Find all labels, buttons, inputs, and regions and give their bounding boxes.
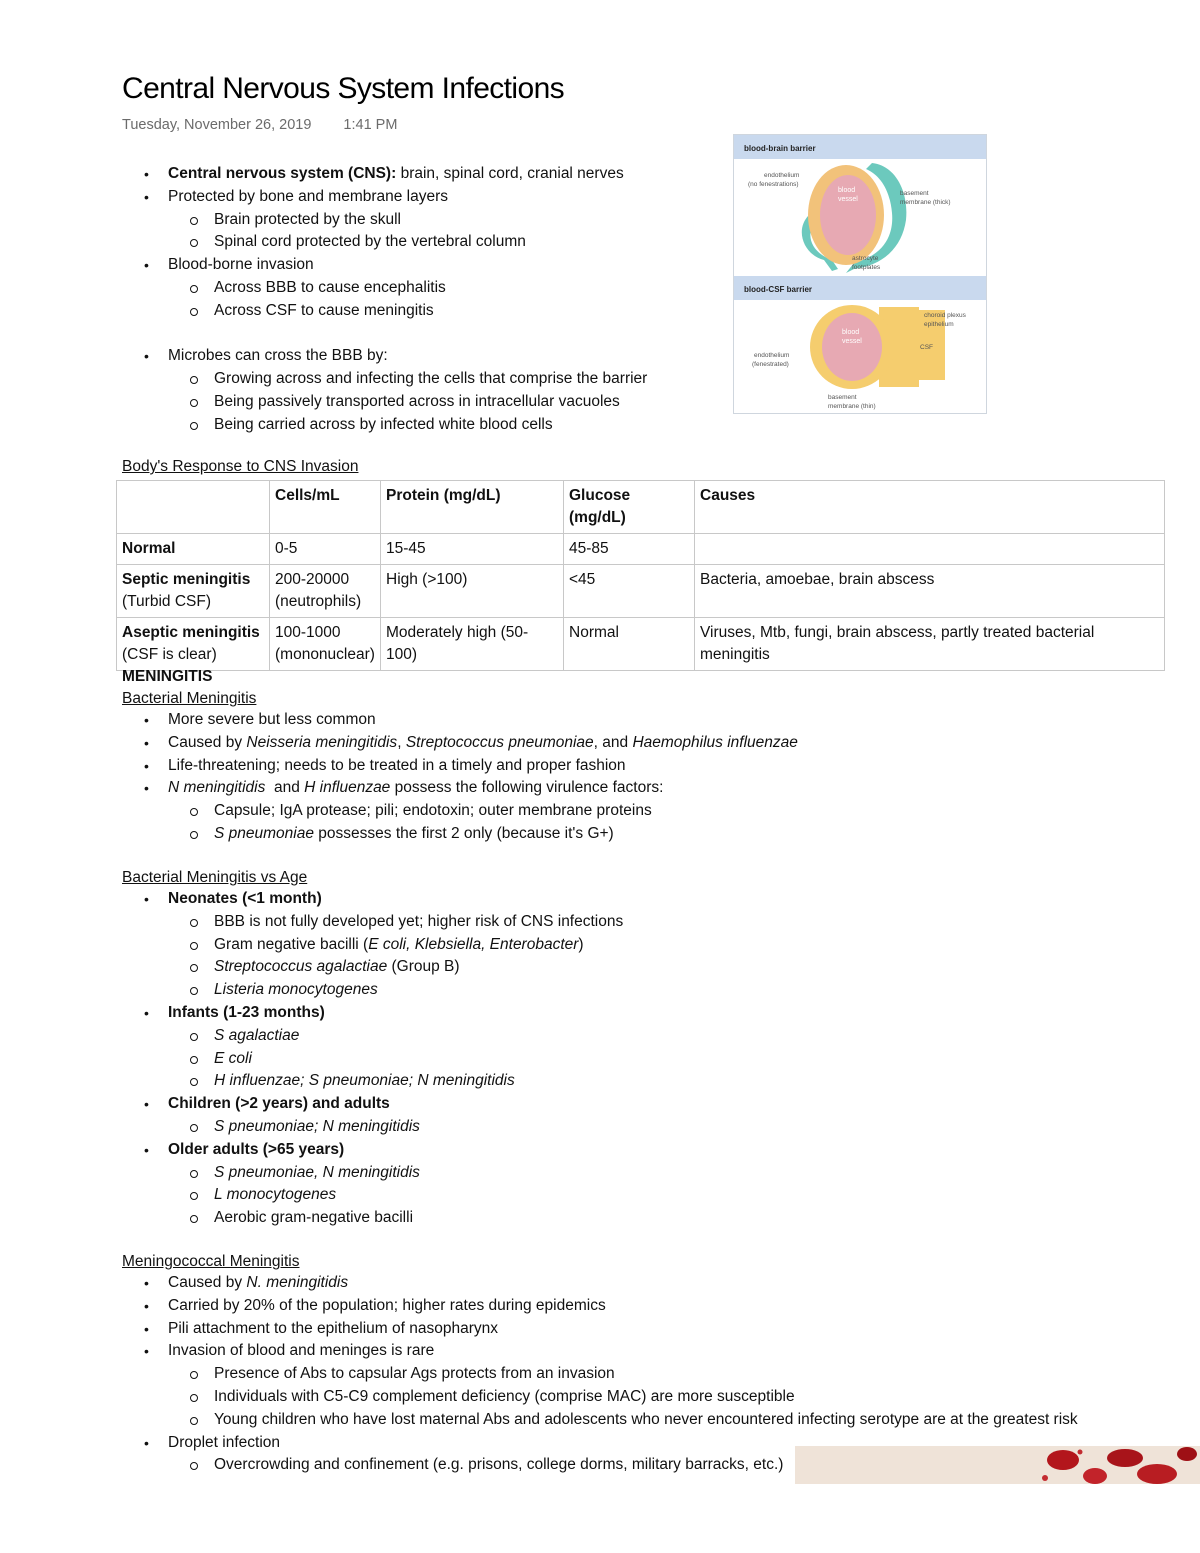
age-group: Children (>2 years) and adults <box>168 1095 390 1113</box>
text-run: ) <box>578 935 584 953</box>
list-item <box>122 888 1022 1002</box>
sub-list-item: BBB is not fully developed yet; higher risk of CNS infections <box>122 911 1022 934</box>
cell-value: (neutrophils) <box>275 593 362 610</box>
basement-label: basement <box>828 394 857 401</box>
table-cell <box>695 534 1165 565</box>
age-section <box>122 888 1022 1230</box>
cell-value: 200-20000 <box>275 571 350 588</box>
sub-list-item: Capsule; IgA protease; pili; endotoxin; outer membrane proteins <box>122 800 1022 823</box>
list-item-text: Droplet infection <box>168 1433 281 1451</box>
list-item <box>122 1002 1022 1093</box>
table-header: Cells/mL <box>270 481 381 534</box>
choroid-label: choroid plexus <box>924 312 966 319</box>
table-header: Glucose (mg/dL) <box>564 481 695 534</box>
text-run: , and <box>593 733 633 751</box>
table-cell: 15-45 <box>381 534 564 565</box>
blood-smear-photo <box>795 1446 1200 1484</box>
sub-list-item: Brain protected by the skull <box>122 209 722 232</box>
list-item-text: Protected by bone and membrane layers <box>168 187 449 205</box>
sub-list-item <box>122 1070 1022 1093</box>
sub-list-item: Growing across and infecting the cells that comprise the barrier <box>122 368 722 391</box>
section-heading: Bacterial Meningitis vs Age <box>122 869 308 886</box>
sub-list-item: Individuals with C5-C9 complement deficiency (comprise MAC) are more susceptible <box>122 1386 1122 1409</box>
list-item <box>122 345 722 436</box>
date-line <box>122 117 397 133</box>
cns-definition: brain, spinal cord, cranial nerves <box>396 165 624 182</box>
age-group: Neonates (<1 month) <box>168 890 322 907</box>
list-item <box>122 1139 1022 1230</box>
sub-list-item <box>122 1162 1022 1185</box>
basement-label: membrane (thick) <box>900 199 951 206</box>
table-header: Protein (mg/dL) <box>381 481 564 534</box>
sub-list-item <box>122 1116 1022 1139</box>
sub-list-item <box>122 1025 1022 1048</box>
csf-label: CSF <box>920 344 933 351</box>
table-row <box>117 534 1165 565</box>
organism-name: S pneumoniae <box>214 824 314 842</box>
sub-list-item: Presence of Abs to capsular Ags protects from an invasion <box>122 1363 1122 1386</box>
sub-list-item: Young children who have lost maternal Abs and adolescents who never encountered infecting serotype are at the greatest risk <box>122 1409 1122 1432</box>
text-run: possesses the first 2 only (because it's G+) <box>313 824 614 842</box>
csf-barrier-title: blood-CSF barrier <box>744 285 813 294</box>
organism-name: Haemophilus influenzae <box>632 733 798 751</box>
sub-list-item: Spinal cord protected by the vertebral column <box>122 231 722 254</box>
list-item <box>122 254 722 322</box>
list-item <box>122 1340 1122 1431</box>
note-date: Tuesday, November 26, 2019 <box>122 117 312 133</box>
cell-value: (mononuclear) <box>275 646 375 663</box>
table-cell: Normal <box>117 534 270 565</box>
sub-list-item <box>122 823 1022 846</box>
section-title: MENINGITIS <box>122 668 213 685</box>
vessel-label: blood <box>842 329 860 336</box>
sub-list-item: Aerobic gram-negative bacilli <box>122 1207 1022 1230</box>
vessel-label: vessel <box>838 196 858 203</box>
endothelium-label: endothelium <box>754 352 790 359</box>
sub-list-item <box>122 956 1022 979</box>
sub-list-item: Across BBB to cause encephalitis <box>122 277 722 300</box>
csf-response-table <box>116 480 1165 671</box>
text-run: and <box>265 779 305 797</box>
row-sublabel: (CSF is clear) <box>122 646 217 663</box>
list-item <box>122 777 1022 845</box>
table-header-row <box>117 481 1165 534</box>
basement-label: basement <box>900 190 929 197</box>
table-cell: Viruses, Mtb, fungi, brain abscess, partly treated bacterial meningitis <box>695 618 1165 671</box>
list-item: • More severe but less common <box>122 709 1022 732</box>
table-cell: Moderately high (50-100) <box>381 618 564 671</box>
organism-name: N meningitidis <box>168 779 266 797</box>
organism-name: E coli, Klebsiella, Enterobacter <box>368 935 579 953</box>
barrier-diagram <box>733 134 987 414</box>
organism-name: H influenzae; S pneumoniae; N meningitidis <box>214 1072 515 1090</box>
organism-name: Streptococcus agalactiae <box>214 958 388 976</box>
organism-name: S pneumoniae; N meningitidis <box>214 1117 420 1135</box>
organism-name: L monocytogenes <box>214 1186 337 1204</box>
age-group: Older adults (>65 years) <box>168 1140 345 1158</box>
bbb-title: blood-brain barrier <box>744 144 816 153</box>
intro-section <box>122 163 722 437</box>
table-cell <box>270 565 381 618</box>
list-item: • Life-threatening; needs to be treated in a timely and proper fashion <box>122 755 1022 778</box>
table-cell <box>117 565 270 618</box>
table-cell: High (>100) <box>381 565 564 618</box>
sub-list-item <box>122 1184 1022 1207</box>
section-heading: Meningococcal Meningitis <box>122 1253 300 1270</box>
organism-name: S agalactiae <box>214 1026 300 1044</box>
row-label: Septic meningitis <box>122 571 251 588</box>
text-run: Gram negative bacilli ( <box>214 935 369 953</box>
table-header: Causes <box>695 481 1165 534</box>
list-item: • Carried by 20% of the population; higher rates during epidemics <box>122 1295 1122 1318</box>
sub-list-item: Being passively transported across in intracellular vacuoles <box>122 391 722 414</box>
list-item-text: Blood-borne invasion <box>168 256 314 274</box>
table-cell: <45 <box>564 565 695 618</box>
table-cell: 45-85 <box>564 534 695 565</box>
endothelium-label: (fenestrated) <box>752 361 789 368</box>
list-item <box>122 1093 1022 1139</box>
text-run: possess the following virulence factors: <box>390 779 664 797</box>
sub-list-item: Across CSF to cause meningitis <box>122 300 722 323</box>
text-run: Caused by <box>168 1274 247 1291</box>
organism-name: S pneumoniae, N meningitidis <box>214 1163 420 1181</box>
cell-value: 100-1000 <box>275 624 341 641</box>
endothelium-label: endothelium <box>764 172 800 179</box>
text-run: Caused by <box>168 733 247 751</box>
organism-name: E coli <box>214 1049 252 1067</box>
astrocyte-label: footplates <box>852 264 881 271</box>
table-cell: 0-5 <box>270 534 381 565</box>
table-cell: Normal <box>564 618 695 671</box>
table-cell <box>117 618 270 671</box>
choroid-label: epithelium <box>924 321 954 328</box>
list-item-text: Microbes can cross the BBB by: <box>168 347 388 365</box>
organism-name: Listeria monocytogenes <box>214 981 378 999</box>
table-cell <box>270 618 381 671</box>
list-item <box>122 186 722 254</box>
table-row <box>117 618 1165 671</box>
astrocyte-label: astrocyte <box>852 255 879 262</box>
page-title: Central Nervous System Infections <box>122 72 565 105</box>
text-run: (Group B) <box>387 958 460 976</box>
organism-name: Streptococcus pneumoniae <box>405 733 594 751</box>
basement-label: membrane (thin) <box>828 403 876 410</box>
table-header <box>117 481 270 534</box>
list-item: • Pili attachment to the epithelium of nasopharynx <box>122 1318 1122 1341</box>
sub-list-item: Being carried across by infected white blood cells <box>122 414 722 437</box>
bacterial-meningitis-section <box>122 709 1022 846</box>
sub-list-item <box>122 934 1022 957</box>
organism-name: N. meningitidis <box>246 1274 349 1291</box>
list-item <box>122 732 1022 755</box>
vessel-label: blood <box>838 187 856 194</box>
row-label: Aseptic meningitis <box>122 624 260 641</box>
age-group: Infants (1-23 months) <box>168 1003 325 1021</box>
organism-name: H influenzae <box>304 779 391 797</box>
table-cell: Bacteria, amoebae, brain abscess <box>695 565 1165 618</box>
endothelium-label: (no fenestrations) <box>748 181 799 188</box>
note-time: 1:41 PM <box>343 117 398 133</box>
cns-term: Central nervous system (CNS): <box>168 165 397 182</box>
table-row <box>117 565 1165 618</box>
row-sublabel: (Turbid CSF) <box>122 593 211 610</box>
list-item-text: Invasion of blood and meninges is rare <box>168 1342 435 1360</box>
sub-list-item <box>122 1048 1022 1071</box>
section-heading: Body's Response to CNS Invasion <box>122 458 359 475</box>
text-run: , <box>397 733 406 751</box>
list-item <box>122 1272 1122 1295</box>
list-item <box>122 163 722 186</box>
vessel-label: vessel <box>842 338 862 345</box>
sub-list-item: Overcrowding and confinement (e.g. prisons, college dorms, military barracks, etc.) <box>122 1454 1122 1477</box>
section-heading: Bacterial Meningitis <box>122 690 257 707</box>
organism-name: Neisseria meningitidis <box>246 733 398 751</box>
sub-list-item <box>122 979 1022 1002</box>
